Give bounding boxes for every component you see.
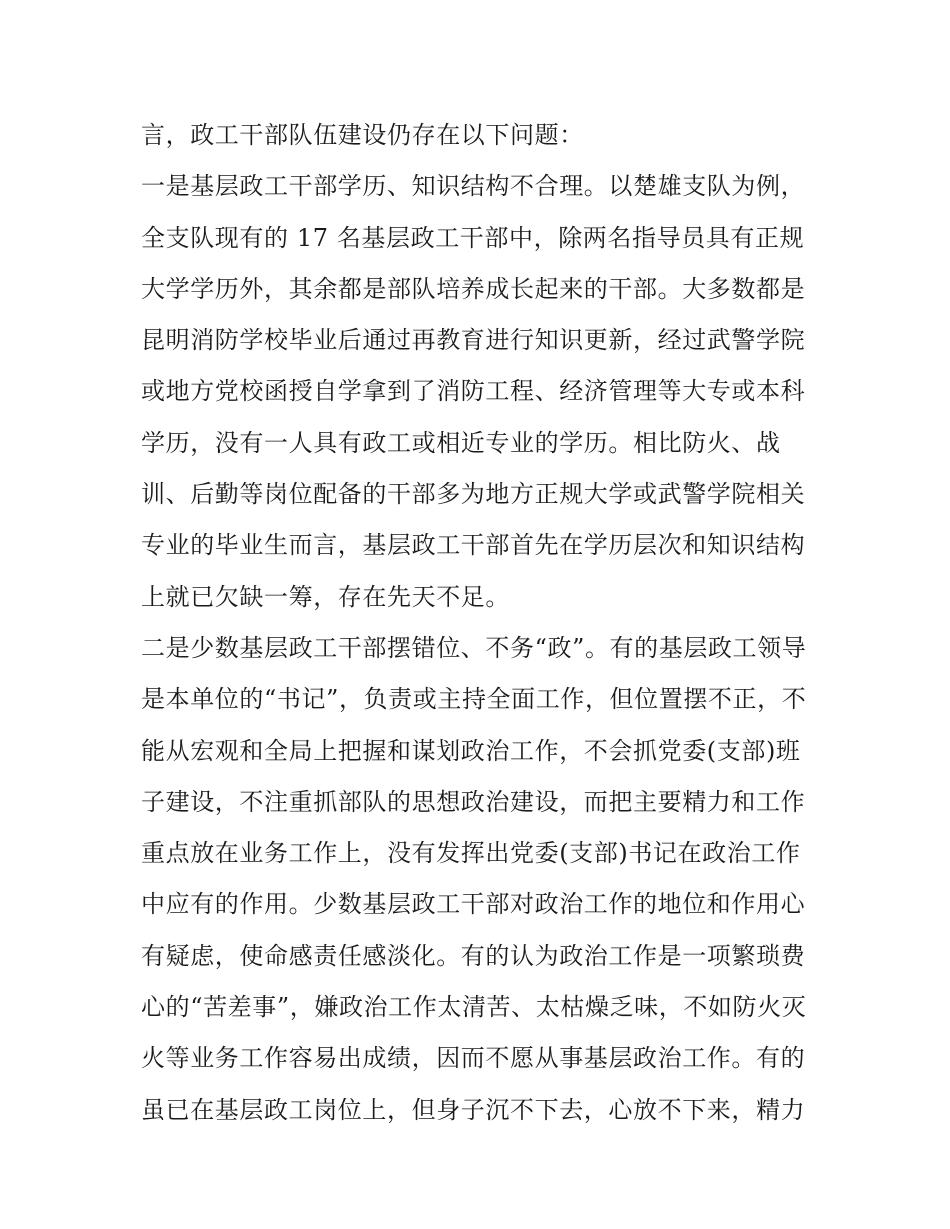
text-line: 子建设，不注重抓部队的思想政治建设，而把主要精力和工作 (141, 787, 806, 816)
text-line: 有疑虑，使命感责任感淡化。有的认为政治工作是一项繁琐费 (141, 941, 806, 970)
text-line: 或地方党校函授自学拿到了消防工程、经济管理等大专或本科 (141, 377, 806, 406)
text-line: 专业的毕业生而言，基层政工干部首先在学历层次和知识结构 (141, 531, 806, 560)
text-line: 全支队现有的 17 名基层政工干部中，除两名指导员具有正规 (141, 223, 805, 252)
text-line: 是本单位的“书记”，负责或主持全面工作，但位置摆不正，不 (141, 685, 807, 714)
text-line: 二是少数基层政工干部摆错位、不务“政”。有的基层政工领导 (141, 633, 807, 662)
text-line: 言，政工干部队伍建设仍存在以下问题： (141, 121, 584, 149)
body-text (141, 110, 821, 1136)
text-line: 昆明消防学校毕业后通过再教育进行知识更新，经过武警学院 (141, 326, 806, 355)
text-line: 虽已在基层政工岗位上，但身子沉不下去，心放不下来，精力 (141, 1095, 806, 1124)
text-line: 火等业务工作容易出成绩，因而不愿从事基层政治工作。有的 (141, 1044, 806, 1073)
text-line: 重点放在业务工作上，没有发挥出党委(支部)书记在政治工作 (141, 839, 801, 868)
text-line: 大学学历外，其余都是部队培养成长起来的干部。大多数都是 (141, 274, 806, 303)
text-line: 心的“苦差事”，嫌政治工作太清苦、太枯燥乏味，不如防火灭 (141, 993, 807, 1022)
text-line: 一是基层政工干部学历、知识结构不合理。以楚雄支队为例， (141, 172, 806, 201)
text-line: 训、后勤等岗位配备的干部多为地方正规大学或武警学院相关 (141, 480, 806, 509)
text-line: 能从宏观和全局上把握和谋划政治工作，不会抓党委(支部)班 (141, 736, 801, 765)
text-line: 上就已欠缺一筹，存在先天不足。 (141, 582, 510, 611)
text-line: 中应有的作用。少数基层政工干部对政治工作的地位和作用心 (141, 890, 806, 919)
text-line: 学历，没有一人具有政工或相近专业的学历。相比防火、战 (141, 428, 781, 457)
